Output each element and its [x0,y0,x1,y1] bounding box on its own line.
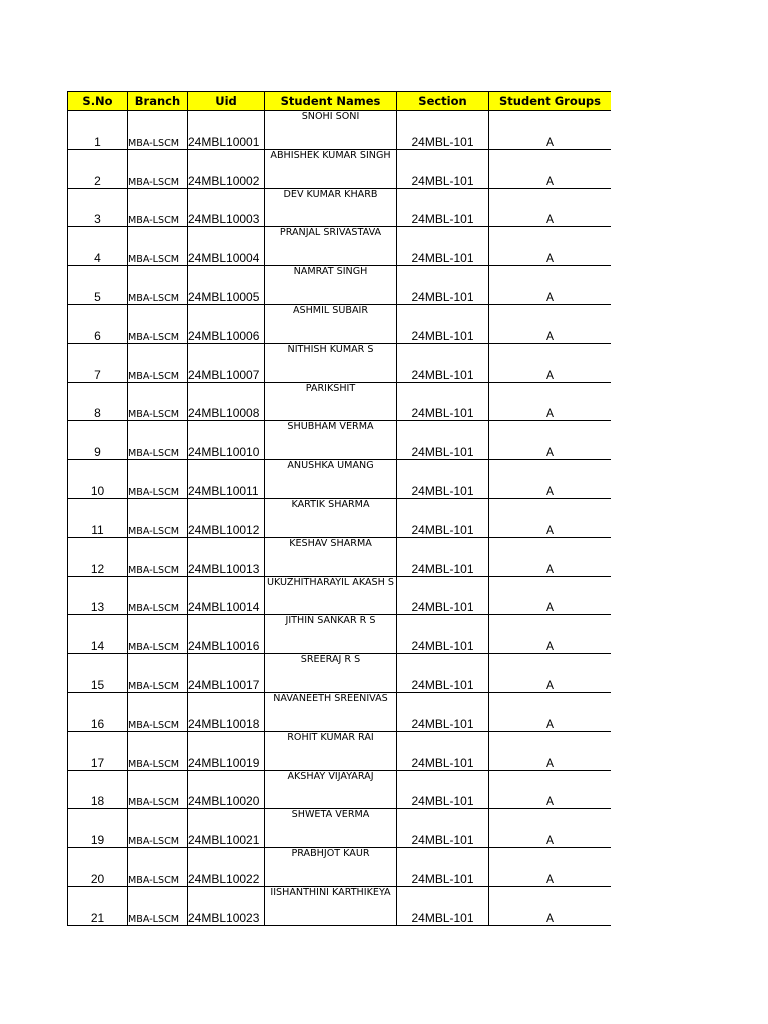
table-row [68,188,612,227]
student-name-text: IISHANTHINI KARTHIKEYA [270,886,391,898]
cell-uid[interactable]: 24MBL10012 [188,498,265,537]
cell-section[interactable]: 24MBL-101 [397,111,489,150]
table-row [68,498,612,537]
table-row [68,576,612,615]
cell-section[interactable]: 24MBL-101 [397,498,489,537]
cell-uid[interactable]: 24MBL10023 [188,886,265,925]
header-row [68,92,612,111]
cell-student-group[interactable]: A [489,421,612,460]
cell-branch[interactable]: MBA-LSCM [128,848,188,887]
cell-student-name[interactable] [265,498,397,537]
student-name-text: JITHIN SANKAR R S [285,615,376,627]
cell-student-name[interactable] [265,188,397,227]
cell-sno[interactable]: 15 [68,654,128,693]
cell-student-name[interactable] [265,421,397,460]
student-name-text: UKUZHITHARAYIL AKASH S [266,576,395,588]
student-name-text: PARIKSHIT [305,382,356,394]
table-row [68,343,612,382]
cell-student-group[interactable]: A [489,615,612,654]
table-row [68,770,612,809]
cell-student-group[interactable]: A [489,576,612,615]
table-row [68,537,612,576]
cell-branch[interactable]: MBA-LSCM [128,149,188,188]
cell-uid[interactable]: 24MBL10013 [188,537,265,576]
cell-student-group[interactable]: A [489,770,612,809]
table-row [68,421,612,460]
cell-uid[interactable]: 24MBL10005 [188,266,265,305]
cell-sno[interactable]: 9 [68,421,128,460]
cell-branch[interactable]: MBA-LSCM [128,304,188,343]
cell-uid[interactable]: 24MBL10022 [188,848,265,887]
student-name-text: KESHAV SHARMA [289,537,372,549]
table-row [68,382,612,421]
cell-student-name[interactable] [265,460,397,499]
cell-branch[interactable]: MBA-LSCM [128,188,188,227]
cell-sno[interactable]: 20 [68,848,128,887]
cell-branch[interactable]: MBA-LSCM [128,421,188,460]
cell-branch[interactable]: MBA-LSCM [128,576,188,615]
table-row [68,615,612,654]
student-name-text: PRANJAL SRIVASTAVA [279,227,382,239]
cell-uid[interactable]: 24MBL10006 [188,304,265,343]
cell-student-group[interactable]: A [489,460,612,499]
cell-sno[interactable]: 14 [68,615,128,654]
cell-section[interactable]: 24MBL-101 [397,149,489,188]
cell-student-name[interactable] [265,576,397,615]
student-name-text: SHUBHAM VERMA [287,421,374,433]
cell-uid[interactable]: 24MBL10020 [188,770,265,809]
cell-student-name[interactable] [265,615,397,654]
student-name-text: NITHISH KUMAR S [287,343,374,355]
cell-section[interactable]: 24MBL-101 [397,266,489,305]
cell-student-group[interactable]: A [489,886,612,925]
cell-student-group[interactable]: A [489,304,612,343]
table-row [68,848,612,887]
cell-uid[interactable]: 24MBL10017 [188,654,265,693]
cell-section[interactable]: 24MBL-101 [397,188,489,227]
cell-sno[interactable]: 6 [68,304,128,343]
cell-branch[interactable]: MBA-LSCM [128,227,188,266]
header-uid[interactable]: Uid [188,92,265,111]
student-name-text: NAVANEETH SREENIVAS [273,692,388,704]
cell-student-group[interactable]: A [489,382,612,421]
table-row [68,111,612,150]
cell-student-name[interactable] [265,654,397,693]
cell-branch[interactable]: MBA-LSCM [128,770,188,809]
cell-uid[interactable]: 24MBL10019 [188,731,265,770]
cell-sno[interactable]: 17 [68,731,128,770]
cell-uid[interactable]: 24MBL10016 [188,615,265,654]
cell-sno[interactable]: 12 [68,537,128,576]
cell-branch[interactable]: MBA-LSCM [128,809,188,848]
cell-student-group[interactable]: A [489,692,612,731]
student-name-text: DEV KUMAR KHARB [283,188,378,200]
table-header [68,92,612,111]
cell-student-group[interactable]: A [489,498,612,537]
cell-student-name[interactable] [265,692,397,731]
cell-section[interactable]: 24MBL-101 [397,304,489,343]
cell-student-name[interactable] [265,111,397,150]
cell-student-name[interactable] [265,848,397,887]
cell-branch[interactable]: MBA-LSCM [128,382,188,421]
cell-student-name[interactable] [265,537,397,576]
cell-uid[interactable]: 24MBL10018 [188,692,265,731]
header-section[interactable]: Section [397,92,489,111]
table-row [68,809,612,848]
table-row [68,149,612,188]
cell-student-group[interactable]: A [489,848,612,887]
cell-student-group[interactable]: A [489,654,612,693]
cell-sno[interactable]: 1 [68,111,128,150]
cell-section[interactable]: 24MBL-101 [397,343,489,382]
cell-student-group[interactable]: A [489,731,612,770]
cell-branch[interactable]: MBA-LSCM [128,886,188,925]
cell-branch[interactable]: MBA-LSCM [128,692,188,731]
header-sno[interactable]: S.No [68,92,128,111]
cell-student-name[interactable] [265,149,397,188]
cell-section[interactable]: 24MBL-101 [397,692,489,731]
cell-uid[interactable]: 24MBL10010 [188,421,265,460]
student-groups-table [67,91,611,926]
cell-uid[interactable]: 24MBL10011 [188,460,265,499]
cell-student-group[interactable]: A [489,149,612,188]
cell-sno[interactable]: 7 [68,343,128,382]
cell-student-name[interactable] [265,343,397,382]
cell-sno[interactable]: 18 [68,770,128,809]
cell-student-name[interactable] [265,304,397,343]
cell-section[interactable]: 24MBL-101 [397,615,489,654]
table-body [68,111,612,926]
cell-uid[interactable]: 24MBL10014 [188,576,265,615]
cell-student-name[interactable] [265,886,397,925]
student-name-text: SNOHI SONI [301,111,360,122]
student-name-text: KARTIK SHARMA [291,498,370,510]
table-row [68,654,612,693]
cell-section[interactable]: 24MBL-101 [397,576,489,615]
header-student-groups[interactable]: Student Groups [489,92,612,111]
cell-branch[interactable]: MBA-LSCM [128,498,188,537]
cell-student-group[interactable]: A [489,188,612,227]
cell-student-name[interactable] [265,227,397,266]
cell-student-group[interactable]: A [489,266,612,305]
table-row [68,460,612,499]
student-name-text: AKSHAY VIJAYARAJ [287,770,374,782]
student-name-text: NAMRAT SINGH [293,266,368,278]
cell-branch[interactable]: MBA-LSCM [128,615,188,654]
cell-student-group[interactable]: A [489,343,612,382]
cell-branch[interactable]: MBA-LSCM [128,266,188,305]
table-row [68,266,612,305]
cell-student-group[interactable]: A [489,537,612,576]
cell-uid[interactable]: 24MBL10021 [188,809,265,848]
cell-sno[interactable]: 11 [68,498,128,537]
cell-sno[interactable]: 3 [68,188,128,227]
cell-student-group[interactable]: A [489,227,612,266]
student-name-text: ROHIT KUMAR RAI [287,731,374,743]
cell-uid[interactable]: 24MBL10001 [188,111,265,150]
student-name-text: PRABHJOT KAUR [291,848,370,860]
cell-student-name[interactable] [265,770,397,809]
cell-section[interactable]: 24MBL-101 [397,886,489,925]
header-student-names[interactable]: Student Names [265,92,397,111]
cell-section[interactable]: 24MBL-101 [397,227,489,266]
table-row [68,731,612,770]
cell-uid[interactable]: 24MBL10003 [188,188,265,227]
student-name-text: SREERAJ R S [300,654,361,666]
cell-section[interactable]: 24MBL-101 [397,848,489,887]
header-branch[interactable]: Branch [128,92,188,111]
table-row [68,304,612,343]
cell-uid[interactable]: 24MBL10002 [188,149,265,188]
table-row [68,886,612,925]
cell-section[interactable]: 24MBL-101 [397,731,489,770]
cell-section[interactable]: 24MBL-101 [397,809,489,848]
cell-sno[interactable]: 10 [68,460,128,499]
cell-branch[interactable]: MBA-LSCM [128,111,188,150]
cell-sno[interactable]: 19 [68,809,128,848]
cell-uid[interactable]: 24MBL10004 [188,227,265,266]
cell-student-name[interactable] [265,382,397,421]
cell-sno[interactable]: 2 [68,149,128,188]
cell-sno[interactable]: 8 [68,382,128,421]
cell-branch[interactable]: MBA-LSCM [128,654,188,693]
cell-section[interactable]: 24MBL-101 [397,460,489,499]
cell-sno[interactable]: 5 [68,266,128,305]
student-name-text: ANUSHKA UMANG [287,460,374,472]
cell-sno[interactable]: 21 [68,886,128,925]
cell-sno[interactable]: 13 [68,576,128,615]
table-row [68,227,612,266]
cell-branch[interactable]: MBA-LSCM [128,537,188,576]
cell-student-group[interactable]: A [489,809,612,848]
cell-branch[interactable]: MBA-LSCM [128,460,188,499]
cell-section[interactable]: 24MBL-101 [397,382,489,421]
cell-branch[interactable]: MBA-LSCM [128,343,188,382]
student-name-text: SHWETA VERMA [291,809,370,821]
cell-uid[interactable]: 24MBL10007 [188,343,265,382]
cell-uid[interactable]: 24MBL10008 [188,382,265,421]
student-name-text: ASHMIL SUBAIR [292,304,369,316]
cell-sno[interactable]: 4 [68,227,128,266]
cell-branch[interactable]: MBA-LSCM [128,731,188,770]
cell-student-group[interactable]: A [489,111,612,150]
cell-student-name[interactable] [265,731,397,770]
cell-student-name[interactable] [265,266,397,305]
cell-section[interactable]: 24MBL-101 [397,654,489,693]
cell-student-name[interactable] [265,809,397,848]
student-name-text: ABHISHEK KUMAR SINGH [270,149,391,161]
cell-sno[interactable]: 16 [68,692,128,731]
table-row [68,692,612,731]
cell-section[interactable]: 24MBL-101 [397,537,489,576]
cell-section[interactable]: 24MBL-101 [397,421,489,460]
cell-section[interactable]: 24MBL-101 [397,770,489,809]
